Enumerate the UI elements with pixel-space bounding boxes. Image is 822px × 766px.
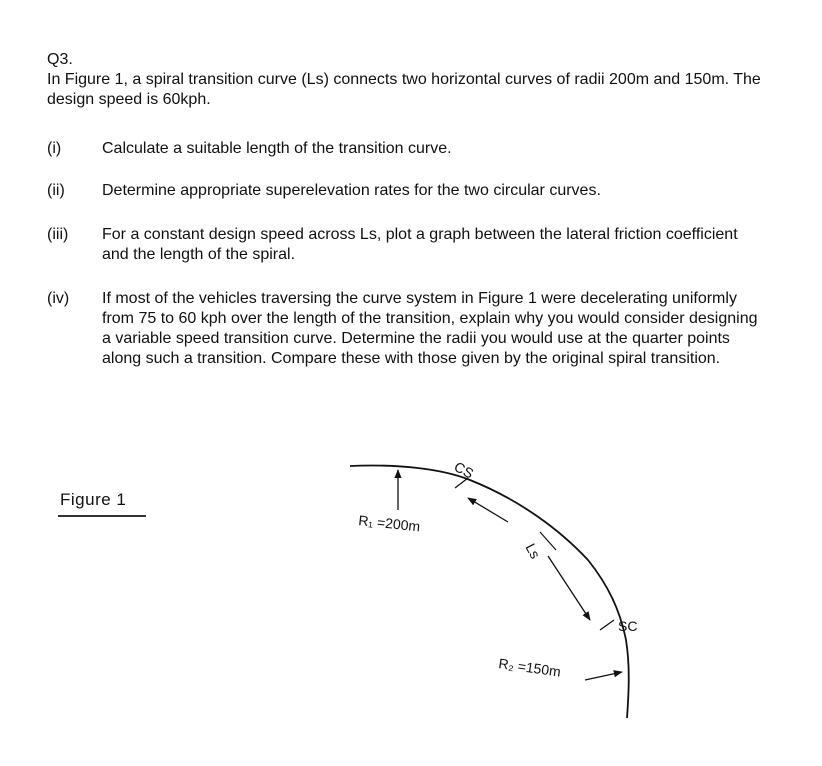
r2-radius-arrow [585, 672, 622, 680]
part-number: (ii) [47, 182, 65, 199]
r2-label: R₂ =150m [497, 655, 562, 680]
ls-dimension-arrow-start [468, 498, 508, 522]
ls-label: Ls [522, 540, 544, 562]
figure-label: Figure 1 [60, 490, 127, 509]
part-text: Determine appropriate superelevation rates for the two circular curves. [102, 182, 601, 199]
ls-dimension-arrow-end [548, 556, 590, 620]
part-text: If most of the vehicles traversing the curve system in Figure 1 were decelerating uniformly from 75 to 60 kph over the length of the transition, explain why you would consider designing a variable speed transition curve. Determine the radii you would use at the quarter points along such a transition. Compare these with those given by the original spiral transition. [102, 290, 758, 367]
part-number: (iv) [47, 290, 70, 307]
sc-label: SC [618, 618, 638, 634]
r1-label: R₁ =200m [357, 512, 421, 535]
sc-tick [600, 620, 614, 630]
cs-label: CS [451, 458, 477, 482]
question-number: Q3. [47, 51, 73, 68]
ls-extension-line [540, 532, 556, 550]
part-number: (i) [47, 140, 62, 157]
part-text: Calculate a suitable length of the transition curve. [102, 140, 452, 157]
part-text: For a constant design speed across Ls, plot a graph between the lateral friction coefficient and the length of the spiral. [102, 226, 738, 263]
part-number: (iii) [47, 226, 69, 243]
question-intro: In Figure 1, a spiral transition curve (Ls) connects two horizontal curves of radii 200m and 150m. The design speed is 60kph. [47, 71, 761, 108]
